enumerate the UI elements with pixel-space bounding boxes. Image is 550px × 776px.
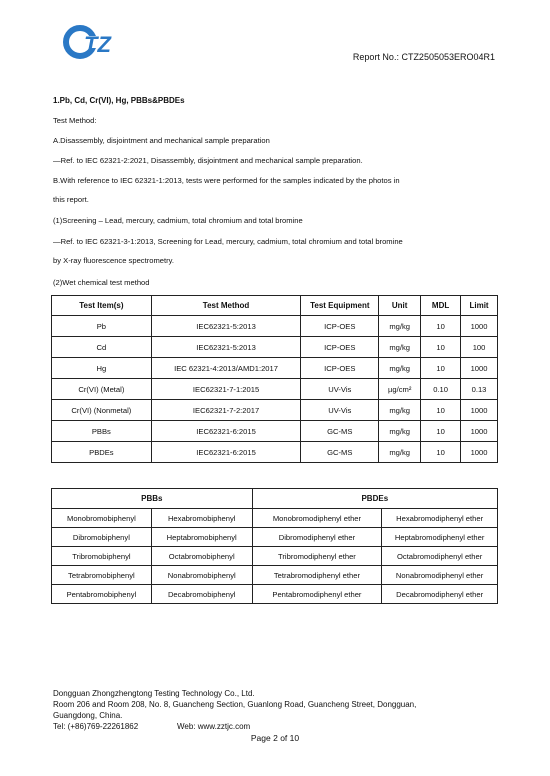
table-cell: 0.10: [421, 379, 461, 400]
table-cell: Nonabromodiphenyl ether: [382, 566, 498, 585]
table-row: [52, 442, 498, 463]
table-cell: mg/kg: [379, 358, 421, 379]
table-cell: mg/kg: [379, 337, 421, 358]
table-cell: GC-MS: [301, 421, 379, 442]
table-cell: Tribromodiphenyl ether: [252, 547, 382, 566]
table-cell: Pentabromodiphenyl ether: [252, 585, 382, 604]
table-cell: Pb: [52, 316, 152, 337]
column-header: Test Method: [151, 296, 301, 316]
table-cell: 10: [421, 421, 461, 442]
table-row: [52, 528, 498, 547]
table-cell: Hg: [52, 358, 152, 379]
table-cell: Heptabromodiphenyl ether: [382, 528, 498, 547]
table-cell: 1000: [461, 316, 498, 337]
column-header: Limit: [461, 296, 498, 316]
footer-address: Room 206 and Room 208, No. 8, Guancheng Section, Guanlong Road, Guancheng Street, Dongguan,: [53, 700, 417, 709]
table-cell: PBBs: [52, 421, 152, 442]
table-cell: Monobromodiphenyl ether: [252, 509, 382, 528]
footer-tel: Tel: (+86)769-22261862: [53, 722, 139, 731]
table-cell: IEC62321-7-1:2015: [151, 379, 301, 400]
footer-web: Web: www.zztjc.com: [177, 722, 251, 731]
table-cell: 10: [421, 442, 461, 463]
column-header: Test Item(s): [52, 296, 152, 316]
table-cell: mg/kg: [379, 421, 421, 442]
table-cell: ICP-OES: [301, 316, 379, 337]
table-cell: mg/kg: [379, 442, 421, 463]
table-cell: 100: [461, 337, 498, 358]
table-cell: Cr(VI) (Nonmetal): [52, 400, 152, 421]
table-row: [52, 421, 498, 442]
table-cell: Dibromobiphenyl: [52, 528, 152, 547]
table-cell: ICP-OES: [301, 337, 379, 358]
table-row: [52, 400, 498, 421]
table-cell: UV-Vis: [301, 400, 379, 421]
table-row: [52, 566, 498, 585]
table-cell: Hexabromobiphenyl: [151, 509, 252, 528]
table-cell: IEC62321-6:2015: [151, 421, 301, 442]
table-cell: 10: [421, 316, 461, 337]
ctz-logo: [62, 22, 120, 62]
table-cell: µg/cm²: [379, 379, 421, 400]
page-number: Page 2 of 10: [250, 733, 300, 743]
table-cell: Octabromodiphenyl ether: [382, 547, 498, 566]
table-row: [52, 509, 498, 528]
table-cell: 1000: [461, 442, 498, 463]
table-cell: Monobromobiphenyl: [52, 509, 152, 528]
table-row: [52, 358, 498, 379]
test-method-heading: Test Method:: [53, 116, 97, 125]
wet-chemical-heading: (2)Wet chemical test method: [53, 278, 150, 287]
table-cell: GC-MS: [301, 442, 379, 463]
table-cell: 1000: [461, 400, 498, 421]
table-cell: Cr(VI) (Metal): [52, 379, 152, 400]
table-cell: 10: [421, 358, 461, 379]
table-cell: Tetrabromobiphenyl: [52, 566, 152, 585]
method-b-text-cont: this report.: [53, 195, 89, 204]
table-cell: Dibromodiphenyl ether: [252, 528, 382, 547]
table-cell: PBDEs: [52, 442, 152, 463]
report-number: Report No.: CTZ2505053ERO04R1: [352, 52, 495, 62]
screening-ref-cont: by X-ray fluorescence spectrometry.: [53, 256, 174, 265]
footer-company: Dongguan Zhongzhengtong Testing Technology Co., Ltd.: [53, 689, 255, 698]
table-cell: 0.13: [461, 379, 498, 400]
table-cell: IEC62321-6:2015: [151, 442, 301, 463]
table-header-row: [52, 489, 498, 509]
method-a-ref: —Ref. to IEC 62321-2:2021, Disassembly, disjointment and mechanical sample preparation.: [53, 156, 363, 165]
footer-address-cont: Guangdong, China.: [53, 711, 123, 720]
method-a-text: A.Disassembly, disjointment and mechanical sample preparation: [53, 136, 270, 145]
column-header: Test Equipment: [301, 296, 379, 316]
table-cell: 1000: [461, 358, 498, 379]
table-cell: IEC62321-7-2:2017: [151, 400, 301, 421]
table-cell: Hexabromodiphenyl ether: [382, 509, 498, 528]
section-title: 1.Pb, Cd, Cr(VI), Hg, PBBs&PBDEs: [53, 96, 185, 105]
table-row: [52, 379, 498, 400]
table-cell: 1000: [461, 421, 498, 442]
table-cell: Pentabromobiphenyl: [52, 585, 152, 604]
column-header: MDL: [421, 296, 461, 316]
table-cell: mg/kg: [379, 316, 421, 337]
table-cell: Decabromobiphenyl: [151, 585, 252, 604]
table-cell: Nonabromobiphenyl: [151, 566, 252, 585]
table-cell: 10: [421, 400, 461, 421]
screening-ref: —Ref. to IEC 62321-3-1:2013, Screening for Lead, mercury, cadmium, total chromium and total bromine: [53, 237, 403, 246]
table-row: [52, 547, 498, 566]
table-cell: 10: [421, 337, 461, 358]
table-cell: Heptabromobiphenyl: [151, 528, 252, 547]
table-row: [52, 316, 498, 337]
table-cell: IEC62321-5:2013: [151, 316, 301, 337]
test-method-table: [51, 295, 498, 463]
table-cell: IEC62321-5:2013: [151, 337, 301, 358]
table-row: [52, 337, 498, 358]
table-cell: UV-Vis: [301, 379, 379, 400]
column-header: Unit: [379, 296, 421, 316]
table-cell: Cd: [52, 337, 152, 358]
compound-table: [51, 488, 498, 604]
table-cell: ICP-OES: [301, 358, 379, 379]
column-header: PBBs: [52, 489, 253, 509]
table-cell: mg/kg: [379, 400, 421, 421]
column-header: PBDEs: [252, 489, 497, 509]
screening-text: (1)Screening – Lead, mercury, cadmium, total chromium and total bromine: [53, 216, 303, 225]
table-cell: Decabromodiphenyl ether: [382, 585, 498, 604]
table-row: [52, 585, 498, 604]
table-cell: Tribromobiphenyl: [52, 547, 152, 566]
svg-text:TZ: TZ: [84, 32, 111, 57]
table-header-row: [52, 296, 498, 316]
table-cell: IEC 62321-4:2013/AMD1:2017: [151, 358, 301, 379]
method-b-text: B.With reference to IEC 62321-1:2013, tests were performed for the samples indicated by the photos in: [53, 176, 400, 185]
table-cell: Tetrabromodiphenyl ether: [252, 566, 382, 585]
table-cell: Octabromobiphenyl: [151, 547, 252, 566]
